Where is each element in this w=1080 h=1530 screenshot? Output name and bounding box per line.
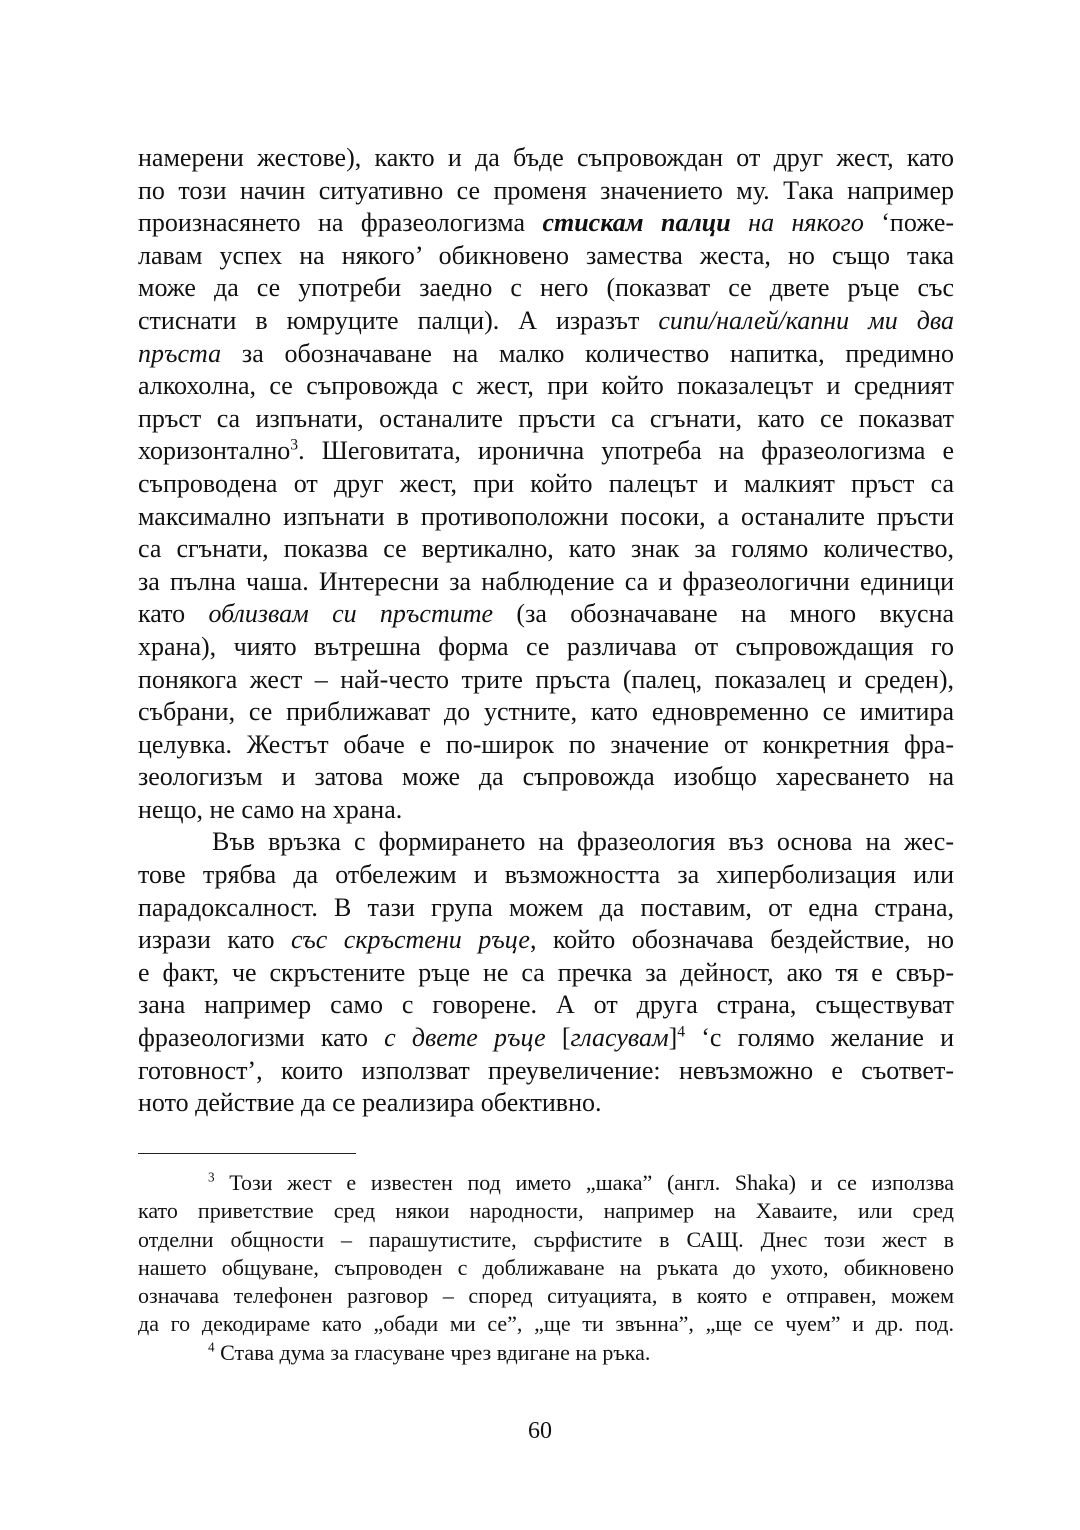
italic-term: пръста xyxy=(138,338,222,368)
page-number: 60 xyxy=(528,1418,552,1444)
text-run: са сгънати, показва се вертикално, като знак за голямо количество, xyxy=(138,534,954,564)
footnote-marker: 4 xyxy=(677,1023,686,1041)
italic-term: облизвам си пръстите xyxy=(208,599,494,629)
body-text-line xyxy=(138,1055,954,1088)
text-run: като приветствие сред някои народности, например на Хаваите, или сред xyxy=(138,1198,954,1224)
footnote-separator xyxy=(138,1153,356,1154)
body-text-line xyxy=(138,924,954,957)
text-run: за пълна чаша. Интересни за наблюдение са и фразеологични единици xyxy=(138,566,954,596)
body-text-line xyxy=(138,696,954,729)
text-run: понякога жест – най-често трите пръста (палец, показалец и среден), xyxy=(138,664,954,694)
body-text-line xyxy=(138,957,954,990)
footnote-line xyxy=(138,1254,954,1282)
main-text-column xyxy=(138,142,954,1120)
bold-italic-term: стискам палци xyxy=(542,208,731,238)
text-run: Става дума за гласуване чрез вдигане на ръка. xyxy=(214,1339,651,1365)
body-text-line xyxy=(138,305,954,338)
body-text-line xyxy=(138,598,954,631)
text-run: ] xyxy=(668,1023,678,1053)
body-text-line xyxy=(138,338,954,371)
text-run: лавам успех на някого’ обикновено замества жеста, но също така xyxy=(138,240,954,270)
text-run: по този начин ситуативно се променя значението му. Така например xyxy=(138,175,954,205)
footnote-line xyxy=(138,1197,954,1225)
text-run: зана например само с говорене. А от друга страна, съществуват xyxy=(138,990,954,1020)
text-run: отделни общности – парашутистите, сърфистите в САЩ. Днес този жест в xyxy=(138,1226,954,1252)
body-text-line xyxy=(138,240,954,273)
text-run: нещо, не само на храна. xyxy=(138,794,403,824)
text-run: хоризонтално xyxy=(138,436,291,466)
text-run: изрази като xyxy=(138,925,292,955)
body-text-line xyxy=(138,501,954,534)
text-run: максимално изпънати в противоположни посоки, а останалите пръсти xyxy=(138,501,954,531)
text-run: ‘с голямо желание и xyxy=(685,1023,954,1053)
text-run: за обозначаване на малко количество напитка, предимно xyxy=(221,338,954,368)
text-run: тове трябва да отбележим и възможността за хиперболизация или xyxy=(138,860,954,890)
footnote-line xyxy=(138,1282,954,1310)
body-text-line xyxy=(138,729,954,762)
body-text-line xyxy=(138,892,954,925)
text-run: [ xyxy=(545,1023,571,1053)
body-text-line xyxy=(138,370,954,403)
text-run: зеологизъм и затова може да съпровожда изобщо харесването на xyxy=(138,762,954,792)
text-run: може да се употреби заедно с него (показват се двете ръце със xyxy=(138,273,954,303)
body-text-line xyxy=(138,631,954,664)
footnote-line xyxy=(138,1169,954,1197)
body-text-line xyxy=(138,761,954,794)
footnote-line xyxy=(138,1226,954,1254)
footnote-marker: 3 xyxy=(290,436,299,454)
text-run: храна), чиято вътрешна форма се различава от съпровождащия го xyxy=(138,631,954,661)
text-run: да го декодираме като „обади ми се”, „ще ти звънна”, „ще се чуем” и др. под. xyxy=(138,1311,954,1337)
italic-term: с двете ръце xyxy=(384,1023,546,1053)
text-run: целувка. Жестът обаче е по-широк по значение от конкретния фра- xyxy=(138,729,954,759)
body-text-line xyxy=(138,142,954,175)
text-run: ното действие да се реализира обективно. xyxy=(138,1088,602,1118)
body-text-line xyxy=(138,403,954,436)
text-run: , който обозначава бездействие, но xyxy=(529,925,954,955)
body-text-line xyxy=(138,664,954,697)
text-run: готовност’, които използват преувеличение: невъзможно е съответ- xyxy=(138,1055,954,1085)
text-run: намерени жестове), както и да бъде съпровождан от друг жест, като xyxy=(138,143,954,172)
footnotes-block xyxy=(138,1169,954,1367)
text-run xyxy=(731,208,748,237)
body-text-line xyxy=(138,468,954,501)
text-run: (за обозначаване на много вкусна xyxy=(493,599,955,629)
body-text-line xyxy=(138,435,954,468)
body-text-line xyxy=(138,1022,954,1055)
footnote-marker: 3 xyxy=(208,1169,215,1185)
italic-term: сипи/налей/капни ми два xyxy=(658,305,955,335)
text-run: събрани, се приближават до устните, като едновременно се имитира xyxy=(138,697,954,727)
text-run: стиснати в юмруците палци). А изразът xyxy=(138,305,659,335)
body-text-line xyxy=(138,1087,954,1120)
footnote-line xyxy=(138,1339,954,1367)
text-run: фразеологизми като xyxy=(138,1023,385,1053)
body-text-line xyxy=(138,207,954,240)
body-text-line xyxy=(138,989,954,1022)
text-run: . Шеговитата, иронична употреба на фразеологизма е xyxy=(298,436,954,466)
italic-term: на някого xyxy=(748,208,864,238)
text-run: Този жест е известен под името „шака” (англ. Shaka) и се използва xyxy=(214,1170,954,1195)
text-run: Във връзка с формирането на фразеология въз основа на жес- xyxy=(212,827,954,857)
text-run: нашето общуване, съпроводен с доближаване на ръката до ухото, обикновено xyxy=(138,1254,954,1280)
body-text-line xyxy=(138,272,954,305)
text-run: ‘поже- xyxy=(863,208,955,238)
text-run: означава телефонен разговор – според ситуацията, в която е отправен, можем xyxy=(138,1283,954,1309)
body-text-line xyxy=(138,566,954,599)
text-run: като xyxy=(138,599,209,629)
body-text-line xyxy=(138,794,954,827)
text-run: алкохолна, се съпровожда с жест, при който показалецът и средният xyxy=(138,371,954,401)
text-run: пръст са изпънати, останалите пръсти са сгънати, като се показват xyxy=(138,403,954,433)
italic-term: гласувам xyxy=(570,1023,669,1053)
body-text-line xyxy=(138,826,954,859)
footnote-line xyxy=(138,1310,954,1338)
text-run: съпроводена от друг жест, при който палецът и малкият пръст са xyxy=(138,468,954,498)
body-text-line xyxy=(138,175,954,208)
text-run: парадоксалност. В тази група можем да поставим, от една страна, xyxy=(138,892,954,922)
footnote-marker: 4 xyxy=(208,1339,215,1355)
italic-term: със скръстени ръце xyxy=(291,925,530,955)
body-text-line xyxy=(138,533,954,566)
text-run: произнасянето на фразеологизма xyxy=(138,208,543,238)
body-text-line xyxy=(138,859,954,892)
text-run: е факт, че скръстените ръце не са пречка за дейност, ако тя е свър- xyxy=(138,957,954,987)
